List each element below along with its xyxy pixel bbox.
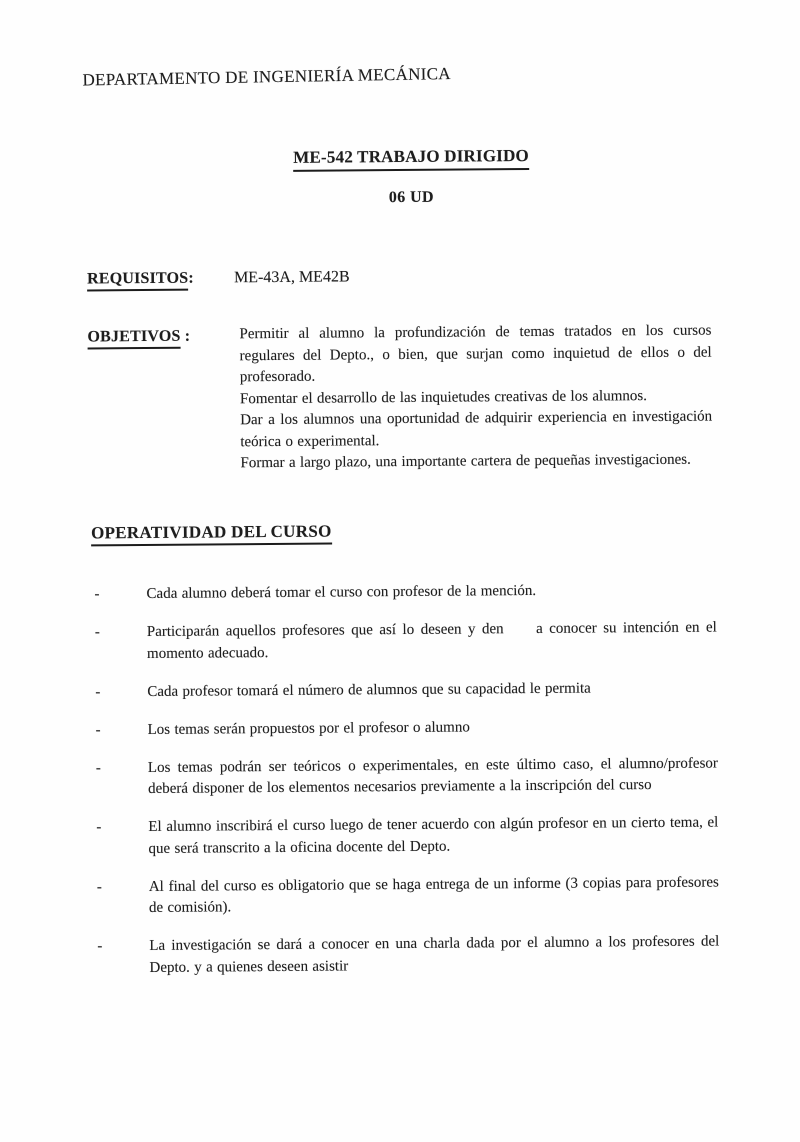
list-item: [96, 753, 718, 801]
list-item: [96, 715, 718, 741]
bullet-dash: -: [94, 586, 100, 603]
course-title: ME-542 TRABAJO DIRIGIDO: [293, 146, 529, 172]
list-item-text: El alumno inscribirá el curso luego de tener acuerdo con algún profesor en un cierto tema, el que será transcrito a la oficina docente del Depto.: [148, 814, 719, 857]
requisitos-label-colon: :: [188, 269, 194, 287]
list-item: [96, 813, 718, 861]
list-item: [97, 872, 719, 920]
bullet-dash: -: [95, 721, 101, 738]
objetivos-label-colon: :: [180, 327, 191, 345]
objetivos-paragraph: Fomentar el desarrollo de las inquietudes creativas de los alumnos.: [239, 387, 648, 407]
bullet-dash: -: [96, 878, 102, 895]
list-item-text: Los temas serán propuestos por el profesor o alumno: [147, 718, 470, 738]
list-item: [97, 932, 719, 980]
objetivos-paragraph: Dar a los alumnos una oportunidad de adquirir experiencia en investigación teórica o experimental.: [240, 408, 713, 450]
credits-value: 06 UD: [388, 188, 435, 207]
objetivos-label: [87, 328, 190, 347]
operatividad-list: [94, 580, 719, 996]
list-item-text: Participarán aquellos profesores que así lo deseen y den a conocer su intención en el momento adecuado.: [146, 619, 717, 662]
department-name: DEPARTAMENTO DE INGENIERÍA MECÁNICA: [82, 64, 452, 90]
list-item-text: Los temas podrán ser teóricos o experimentales, en este último caso, el alumno/profesor deberá disponer de los elementos necesarios previamente a la inscripción del curso: [147, 755, 718, 797]
title-row: [0, 144, 798, 174]
list-item-text: Al final del curso es obligatorio que se haga entrega de un informe (3 copias para profesores de comisión).: [148, 874, 719, 916]
requisitos-label-text: REQUISITOS: [87, 270, 188, 291]
list-item-text: La investigación se dará a conocer en una charla dada por el alumno a los profesores del Depto. y a quienes deseen asistir: [149, 933, 720, 976]
bullet-dash: -: [97, 938, 103, 955]
requisitos-label: [87, 270, 194, 289]
list-item-text: Cada alumno deberá tomar el curso con profesor de la mención.: [146, 582, 537, 602]
bullet-dash: -: [95, 759, 101, 776]
bullet-dash: -: [95, 683, 101, 700]
bullet-dash: -: [94, 624, 100, 641]
list-item-text: Cada profesor tomará el número de alumnos que su capacidad le permita: [147, 680, 591, 700]
list-item: [95, 618, 717, 666]
list-item: [95, 677, 717, 703]
objetivos-label-text: OBJETIVOS: [87, 328, 180, 349]
list-item: [94, 580, 716, 606]
objetivos-paragraph: Formar a largo plazo, una importante cartera de pequeñas investigaciones.: [240, 451, 691, 472]
operatividad-heading: [91, 522, 332, 544]
objetivos-paragraph: Permitir al alumno la profundización de temas tratados en los cursos regulares del Depto., o bien, que surjan como inquietud de ellos o del profesorado.: [239, 322, 712, 386]
operatividad-heading-text: OPERATIVIDAD DEL CURSO: [91, 522, 332, 546]
requisitos-value: ME-43A, ME42B: [233, 268, 350, 287]
objetivos-paragraphs: [239, 321, 712, 475]
bullet-dash: -: [96, 819, 102, 836]
